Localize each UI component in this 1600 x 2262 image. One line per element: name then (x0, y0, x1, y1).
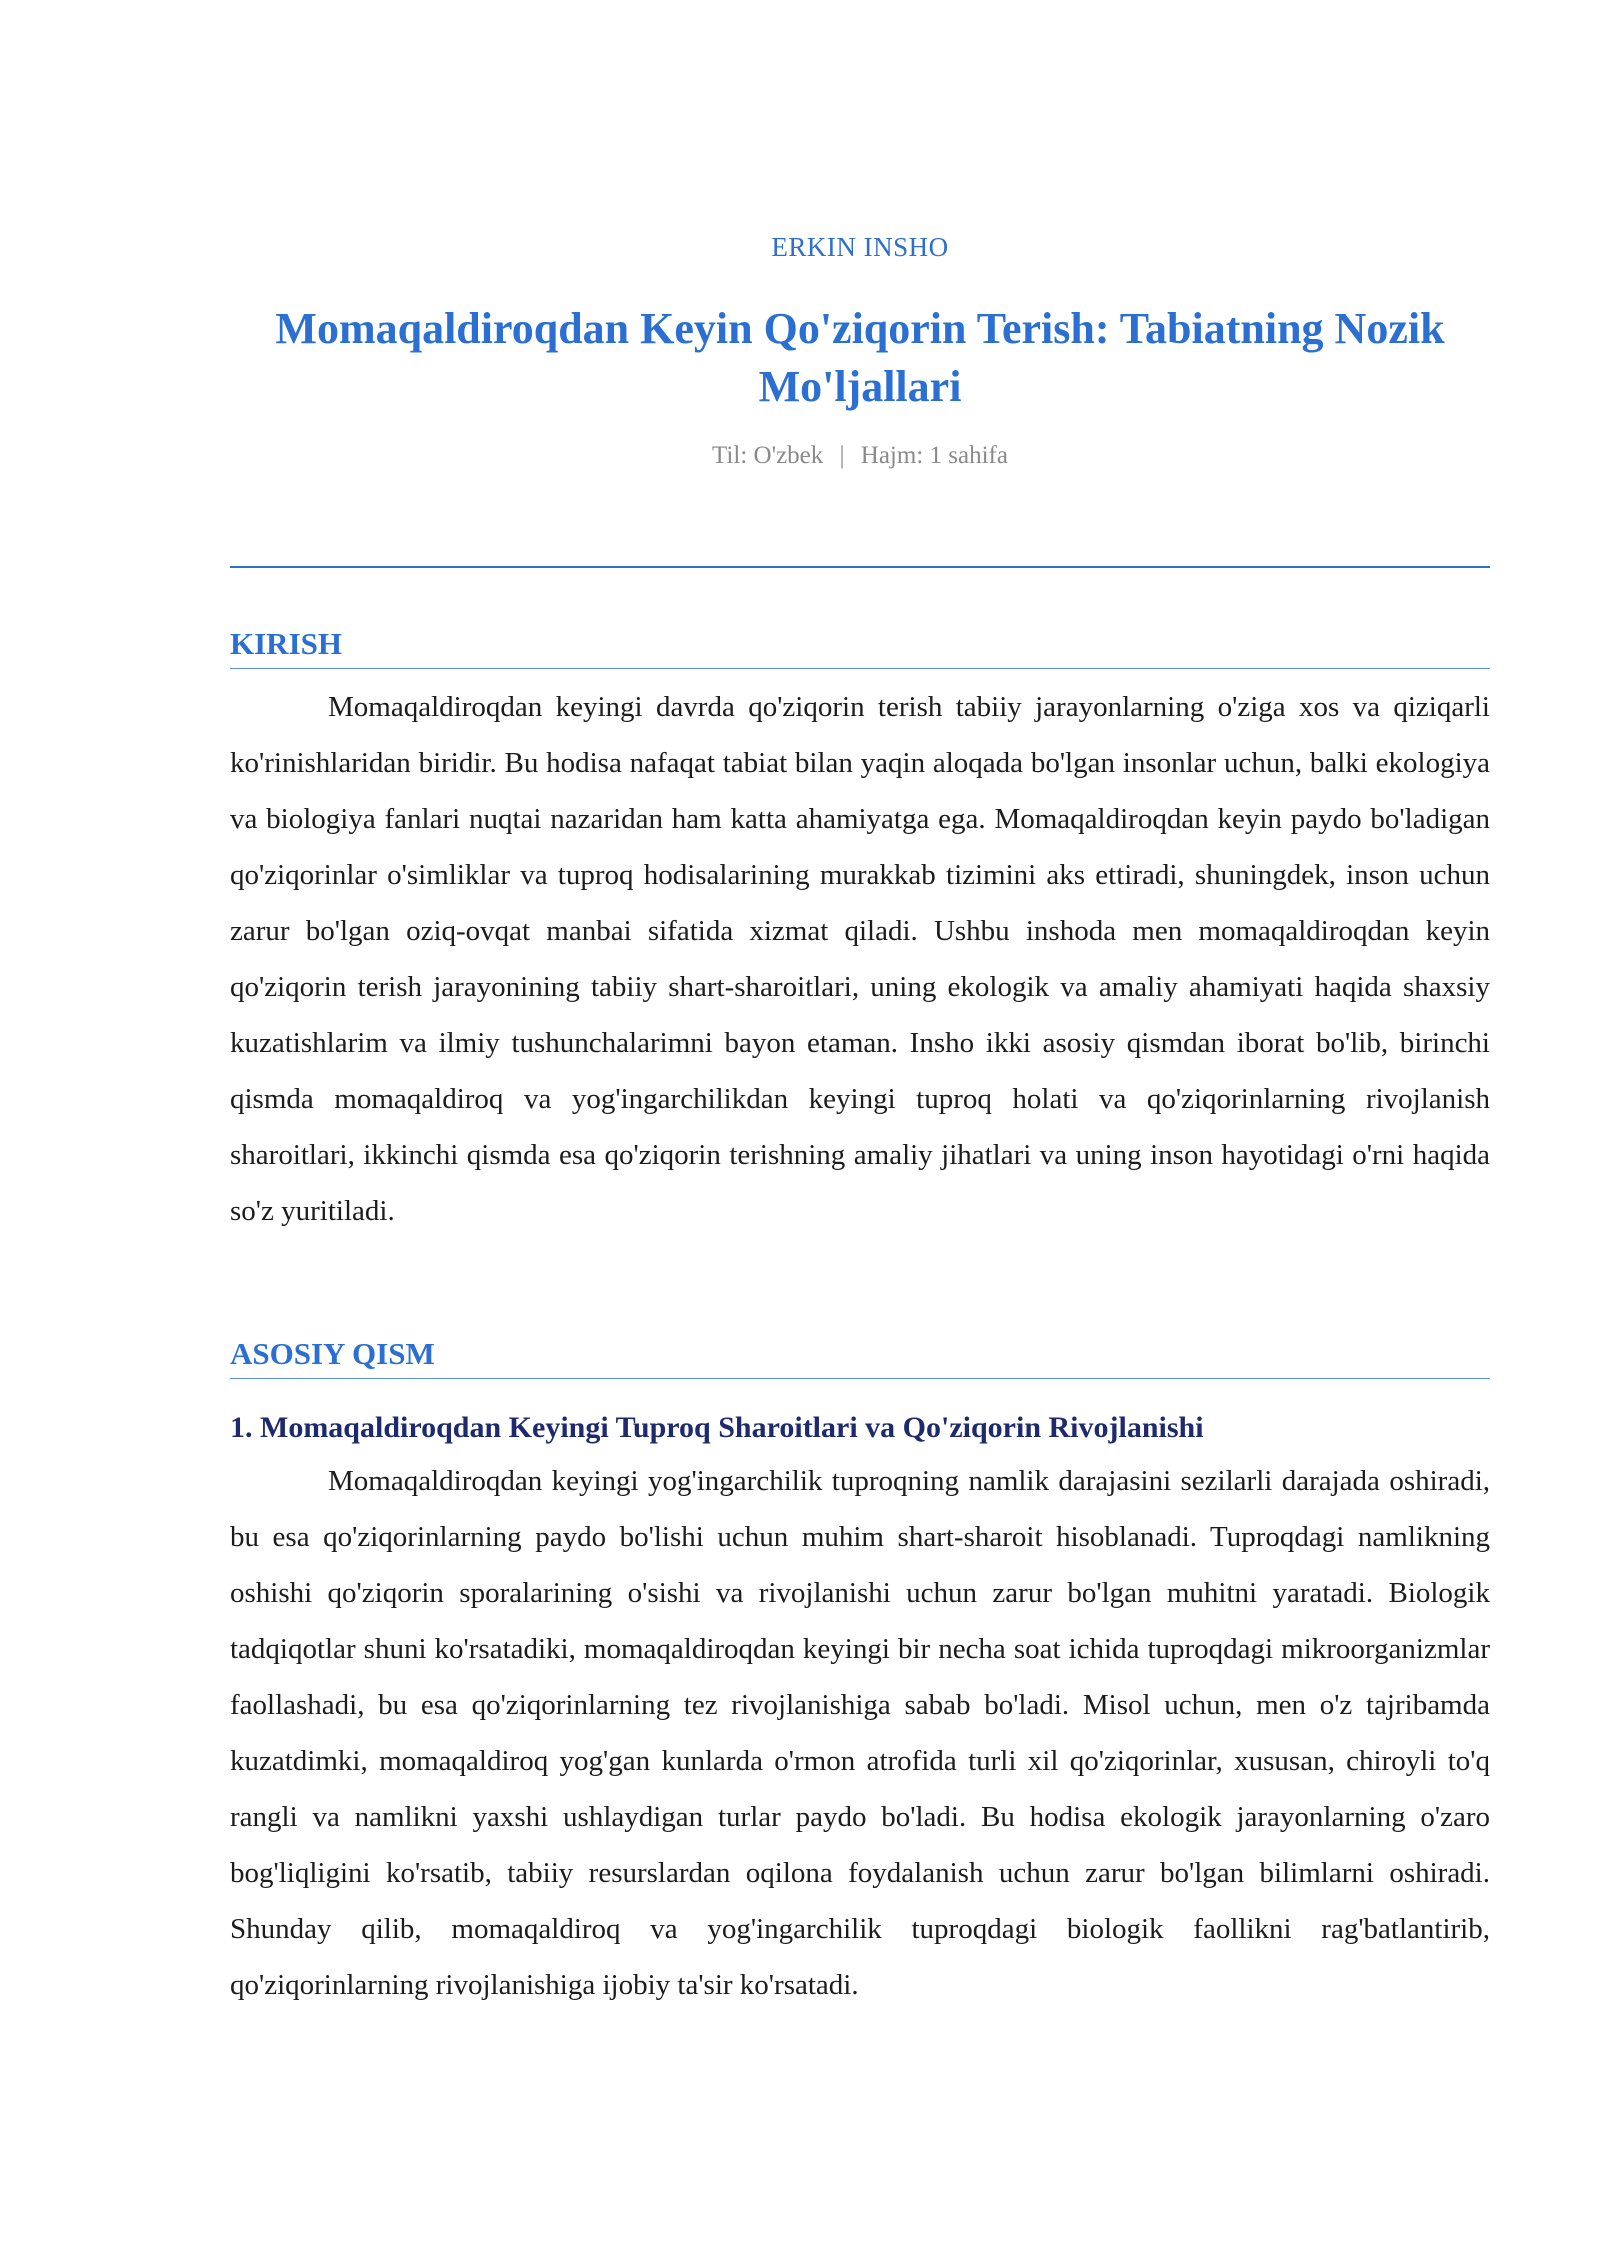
section-heading-intro: KIRISH (230, 624, 1490, 669)
subsection-1-paragraph: Momaqaldiroqdan keyingi yog'ingarchilik tuproqning namlik darajasini sezilarli darajada oshiradi, bu esa qo'ziqorinlarning paydo bo'lishi uchun muhim shart-sharoit hisoblanadi. Tuproqdagi namlikning oshishi qo'ziqorin sporalarining o'sishi va rivojlanishi uchun zarur bo'lgan muhitni yaratadi. Biologik tadqiqotlar shuni ko'rsatadiki, momaqaldiroqdan keyingi bir necha soat ichida tuproqdagi mikroorganizmlar faollashadi, bu esa qo'ziqorinlarning tez rivojlanishiga sabab bo'ladi. Misol uchun, men o'z tajribamda kuzatdimki, momaqaldiroq yog'gan kunlarda o'rmon atrofida turli xil qo'ziqorinlar, xususan, chiroyli to'q rangli va namlikni yaxshi ushlaydigan turlar paydo bo'ladi. Bu hodisa ekologik jarayonlarning o'zaro bog'liqligini ko'rsatib, tabiiy resurslardan oqilona foydalanish uchun zarur bo'lgan bilimlarni oshiradi. Shunday qilib, momaqaldiroq va yog'ingarchilik tuproqdagi biologik faollikni rag'batlantirib, qo'ziqorinlarning rivojlanishiga ijobiy ta'sir ko'rsatadi. (230, 1465, 1490, 2001)
intro-paragraph: Momaqaldiroqdan keyingi davrda qo'ziqorin terish tabiiy jarayonlarning o'ziga xos va qiziqarli ko'rinishlaridan biridir. Bu hodisa nafaqat tabiat bilan yaqin aloqada bo'lgan insonlar uchun, balki ekologiya va biologiya fanlari nuqtai nazaridan ham katta ahamiyatga ega. Momaqaldiroqdan keyin paydo bo'ladigan qo'ziqorinlar o'simliklar va tuproq hodisalarining murakkab tizimini aks ettiradi, shuningdek, inson uchun zarur bo'lgan oziq-ovqat manbai sifatida xizmat qiladi. Ushbu inshoda men momaqaldiroqdan keyin qo'ziqorin terish jarayonining tabiiy shart-sharoitlari, uning ekologik va amaliy ahamiyati haqida shaxsiy kuzatishlarim va ilmiy tushunchalarimni bayon etaman. Insho ikki asosiy qismdan iborat bo'lib, birinchi qismda momaqaldiroq va yog'ingarchilikdan keyingi tuproq holati va qo'ziqorinlarning rivojlanish sharoitlari, ikkinchi qismda esa qo'ziqorin terishning amaliy jihatlari va uning inson hayotidagi o'rni haqida so'z yuritiladi. (230, 691, 1490, 1227)
header-divider (230, 566, 1490, 568)
meta-separator: | (839, 442, 845, 469)
document-kicker: ERKIN INSHO (771, 232, 949, 262)
document-title: Momaqaldiroqdan Keyin Qo'ziqorin Terish: Tabiatning Nozik Mo'ljallari (275, 304, 1445, 411)
subsection-heading-1: 1. Momaqaldiroqdan Keyingi Tuproq Sharoitlari va Qo'ziqorin Rivojlanishi (230, 1411, 1204, 1444)
section-heading-main: ASOSIY QISM (230, 1334, 1490, 1379)
meta-language: Til: O'zbek (712, 442, 824, 469)
meta-size: Hajm: 1 sahifa (860, 442, 1008, 469)
document-meta (230, 442, 1490, 470)
